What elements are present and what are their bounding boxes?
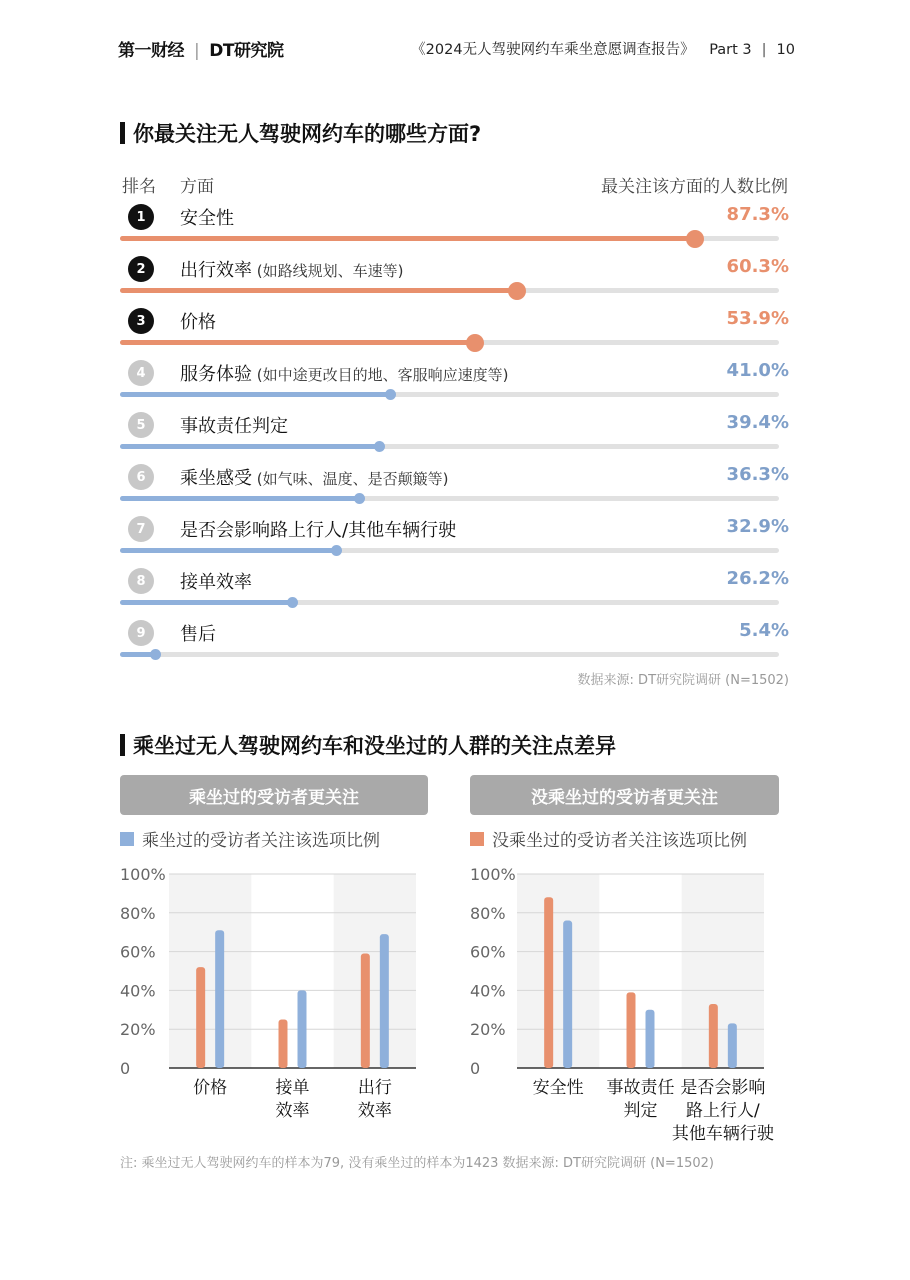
aspect-name: 事故责任判定	[180, 416, 288, 437]
bar-end-dot	[150, 649, 161, 660]
data-bar	[544, 897, 553, 1068]
bar-end-dot	[385, 389, 396, 400]
value-label: 36.3%	[726, 464, 789, 485]
legend-not-rode	[470, 826, 747, 851]
x-category-label: 安全性	[532, 1078, 584, 1098]
not-rode-panel-header: 没乘坐过的受访者更关注	[470, 775, 779, 815]
value-label: 39.4%	[726, 412, 789, 433]
bar-end-dot	[686, 230, 704, 248]
bar-fill	[120, 496, 359, 501]
x-category-label: 是否会影响	[680, 1078, 766, 1098]
bar-fill	[120, 340, 475, 345]
x-category-label: 出行	[357, 1078, 392, 1098]
legend-rode	[120, 826, 380, 851]
data-bar	[728, 1023, 737, 1068]
y-tick-label: 20%	[120, 1020, 156, 1040]
y-tick-label: 60%	[470, 942, 506, 962]
section2-title: 乘坐过无人驾驶网约车和没坐过的人群的关注点差异	[120, 730, 616, 760]
legend-not-rode-label: 没乘坐过的受访者关注该选项比例	[492, 831, 747, 851]
y-tick-label: 80%	[470, 903, 506, 923]
bar-end-dot	[508, 282, 526, 300]
data-bar	[627, 992, 636, 1068]
category-band	[169, 874, 251, 1068]
bar-end-dot	[287, 597, 298, 608]
rode-comparison-chart	[110, 860, 430, 1160]
rank-badge: 5	[128, 412, 154, 438]
aspect-label	[180, 516, 456, 542]
rank-badge: 1	[128, 204, 154, 230]
x-category-label: 路上行人/	[685, 1101, 760, 1121]
value-column-header: 最关注该方面的人数比例	[601, 177, 788, 197]
data-bar	[380, 934, 389, 1068]
rank-column-header: 排名	[122, 177, 156, 197]
data-bar	[646, 1010, 655, 1068]
aspect-name: 乘坐感受	[180, 468, 252, 489]
value-label: 5.4%	[739, 620, 789, 641]
rank-badge: 6	[128, 464, 154, 490]
x-category-label: 效率	[275, 1101, 310, 1121]
bar-end-dot	[354, 493, 365, 504]
value-label: 60.3%	[726, 256, 789, 277]
legend-blue-swatch	[120, 832, 134, 846]
y-tick-label: 60%	[120, 942, 156, 962]
value-label: 87.3%	[726, 204, 789, 225]
bar-fill	[120, 444, 380, 449]
not-rode-comparison-chart	[460, 860, 800, 1160]
data-bar	[563, 921, 572, 1068]
brand-logo	[118, 36, 283, 61]
y-tick-label: 100%	[470, 865, 516, 884]
bar-track	[120, 652, 779, 657]
section1-title: 你最关注无人驾驶网约车的哪些方面?	[120, 118, 481, 148]
bar-end-dot	[374, 441, 385, 452]
aspect-label	[180, 360, 508, 386]
aspect-column-header: 方面	[180, 177, 214, 197]
y-tick-label: 0	[470, 1059, 481, 1078]
rank-badge: 7	[128, 516, 154, 542]
aspect-label	[180, 464, 448, 490]
data-bar	[298, 990, 307, 1068]
y-tick-label: 80%	[120, 903, 156, 923]
bar-fill	[120, 288, 517, 293]
bar-fill	[120, 392, 390, 397]
value-label: 32.9%	[726, 516, 789, 537]
rank-badge: 9	[128, 620, 154, 646]
category-band	[682, 874, 764, 1068]
aspect-note: (如路线规划、车速等)	[252, 262, 404, 280]
y-tick-label: 40%	[120, 981, 156, 1001]
aspect-name: 服务体验	[180, 364, 252, 385]
rank-badge: 3	[128, 308, 154, 334]
aspect-label	[180, 412, 288, 438]
logo-dt-text: DT研究院	[209, 41, 284, 61]
aspect-name: 安全性	[180, 208, 234, 229]
y-tick-label: 40%	[470, 981, 506, 1001]
data-bar	[196, 967, 205, 1068]
header-divider: |	[761, 42, 767, 58]
aspect-label	[180, 620, 216, 646]
data-bar	[709, 1004, 718, 1068]
report-title: 《2024无人驾驶网约车乘坐意愿调查报告》	[411, 42, 695, 58]
y-tick-label: 20%	[470, 1020, 506, 1040]
report-header	[411, 38, 795, 59]
aspect-name: 出行效率	[180, 260, 252, 281]
aspect-note: (如中途更改目的地、客服响应速度等)	[252, 366, 509, 384]
x-category-label: 价格	[193, 1078, 228, 1098]
bar-end-dot	[331, 545, 342, 556]
x-category-label: 事故责任	[606, 1078, 675, 1098]
aspect-label	[180, 308, 216, 334]
x-category-label: 效率	[357, 1101, 392, 1121]
x-category-label: 其他车辆行驶	[671, 1124, 774, 1144]
aspect-name: 价格	[180, 312, 216, 333]
value-label: 41.0%	[726, 360, 789, 381]
section1-source: 数据来源: DT研究院调研 (N=1502)	[577, 673, 789, 688]
page-number: 10	[776, 42, 795, 58]
bar-fill	[120, 600, 293, 605]
aspect-label	[180, 204, 234, 230]
legend-rode-label: 乘坐过的受访者关注该选项比例	[142, 831, 380, 851]
part-label: Part 3	[709, 42, 752, 58]
data-bar	[361, 954, 370, 1068]
aspect-note: (如气味、温度、是否颠簸等)	[252, 470, 449, 488]
category-band	[334, 874, 416, 1068]
x-category-label: 接单	[275, 1078, 310, 1098]
aspect-label	[180, 568, 252, 594]
data-bar	[215, 930, 224, 1068]
rank-badge: 4	[128, 360, 154, 386]
bar-fill	[120, 548, 337, 553]
rank-badge: 2	[128, 256, 154, 282]
bar-fill	[120, 236, 695, 241]
value-label: 53.9%	[726, 308, 789, 329]
legend-orange-swatch	[470, 832, 484, 846]
bar-end-dot	[466, 334, 484, 352]
logo-separator: |	[194, 41, 200, 61]
aspect-name: 售后	[180, 624, 216, 645]
aspect-name: 接单效率	[180, 572, 252, 593]
aspect-name: 是否会影响路上行人/其他车辆行驶	[180, 520, 457, 541]
y-tick-label: 0	[120, 1059, 131, 1078]
x-category-label: 判定	[623, 1101, 658, 1121]
rode-panel-header: 乘坐过的受访者更关注	[120, 775, 428, 815]
aspect-label	[180, 256, 403, 282]
category-band	[517, 874, 599, 1068]
y-tick-label: 100%	[120, 865, 166, 884]
logo-main-text: 第一财经	[118, 41, 184, 61]
data-bar	[279, 1020, 288, 1069]
section2-footnote: 注: 乘坐过无人驾驶网约车的样本为79, 没有乘坐过的样本为1423 数据来源: DT研究院调研 (N=1502)	[120, 1156, 714, 1171]
rank-badge: 8	[128, 568, 154, 594]
value-label: 26.2%	[726, 568, 789, 589]
